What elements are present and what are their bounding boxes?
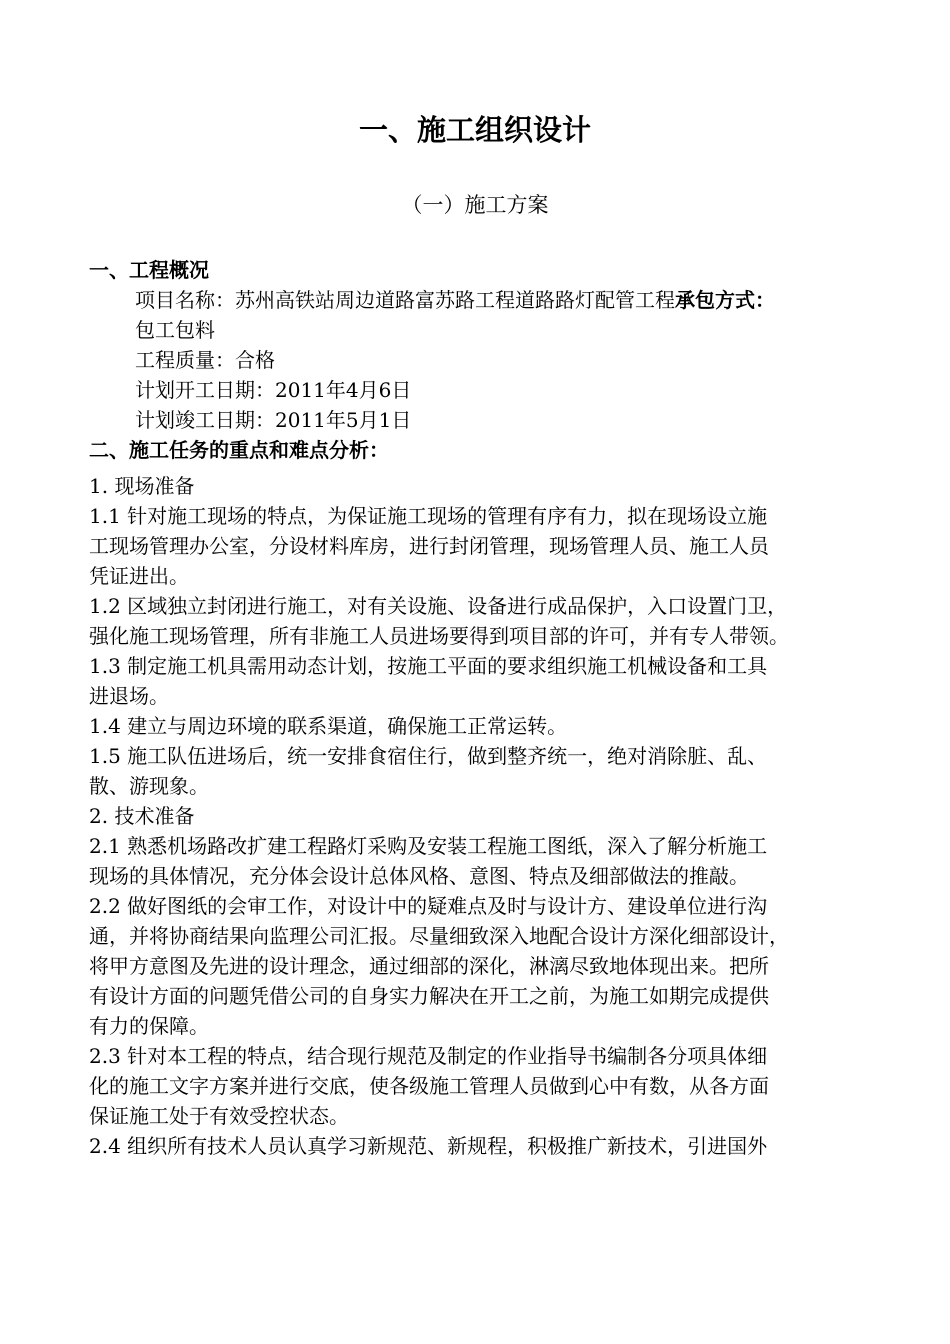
document-body <box>89 255 879 1161</box>
body-line: 强化施工现场管理，所有非施工人员进场要得到项目部的许可，并有专人带领。 <box>89 624 789 648</box>
finish-date-line <box>89 405 879 435</box>
quality-label: 工程质量： <box>135 348 235 372</box>
body-line: 1.3 制定施工机具需用动态计划，按施工平面的要求组织施工机械设备和工具 <box>89 654 768 678</box>
body-line: 将甲方意图及先进的设计理念，通过细部的深化，淋漓尽致地体现出来。把所 <box>89 954 769 978</box>
body-line: 保证施工处于有效受控状态。 <box>89 1104 349 1128</box>
section-subtitle: （一）施工方案 <box>401 193 549 217</box>
analysis-body <box>89 471 879 1161</box>
contract-mode-label: 承包方式： <box>675 288 775 312</box>
body-line: 1.5 施工队伍进场后，统一安排食宿住行，做到整齐统一，绝对消除脏、乱、 <box>89 744 768 768</box>
section-heading-overview: 一、工程概况 <box>89 258 209 282</box>
contract-mode-value: 包工包料 <box>135 318 215 342</box>
body-line: 有力的保障。 <box>89 1014 209 1038</box>
body-line: 2.1 熟悉机场路改扩建工程路灯采购及安装工程施工图纸，深入了解分析施工 <box>89 834 768 858</box>
body-line: 2.3 针对本工程的特点，结合现行规范及制定的作业指导书编制各分项具体细 <box>89 1044 768 1068</box>
start-date-value: 2011年4月6日 <box>275 378 412 402</box>
quality-line <box>89 345 879 375</box>
body-line: 凭证进出。 <box>89 564 189 588</box>
finish-date-value: 2011年5月1日 <box>275 408 412 432</box>
body-line: 1.2 区域独立封闭进行施工，对有关设施、设备进行成品保护，入口设置门卫， <box>89 594 788 618</box>
start-date-label: 计划开工日期： <box>135 378 275 402</box>
project-name-value: 苏州高铁站周边道路富苏路工程道路路灯配管工程 <box>235 288 675 312</box>
body-line: 1.4 建立与周边环境的联系渠道，确保施工正常运转。 <box>89 714 568 738</box>
body-line: 通，并将协商结果向监理公司汇报。尽量细致深入地配合设计方深化细部设计， <box>89 924 789 948</box>
body-line: 1. 现场准备 <box>89 474 195 498</box>
quality-value: 合格 <box>235 348 275 372</box>
body-line: 2. 技术准备 <box>89 804 195 828</box>
body-line: 进退场。 <box>89 684 169 708</box>
start-date-line <box>89 375 879 405</box>
body-line: 2.2 做好图纸的会审工作，对设计中的疑难点及时与设计方、建设单位进行沟 <box>89 894 768 918</box>
body-line: 工现场管理办公室，分设材料库房，进行封闭管理，现场管理人员、施工人员 <box>89 534 769 558</box>
body-line: 2.4 组织所有技术人员认真学习新规范、新规程，积极推广新技术，引进国外 <box>89 1134 768 1158</box>
document-title: 一、施工组织设计 <box>358 113 591 147</box>
body-line: 散、游现象。 <box>89 774 209 798</box>
body-line: 化的施工文字方案并进行交底，使各级施工管理人员做到心中有数，从各方面 <box>89 1074 769 1098</box>
body-line: 有设计方面的问题凭借公司的自身实力解决在开工之前，为施工如期完成提供 <box>89 984 769 1008</box>
project-name-line <box>89 285 879 315</box>
body-line: 现场的具体情况，充分体会设计总体风格、意图、特点及细部做法的推敲。 <box>89 864 749 888</box>
finish-date-label: 计划竣工日期： <box>135 408 275 432</box>
project-name-label: 项目名称： <box>135 288 235 312</box>
body-line: 1.1 针对施工现场的特点，为保证施工现场的管理有序有力，拟在现场设立施 <box>89 504 768 528</box>
section-heading-analysis: 二、施工任务的重点和难点分析： <box>89 438 389 462</box>
